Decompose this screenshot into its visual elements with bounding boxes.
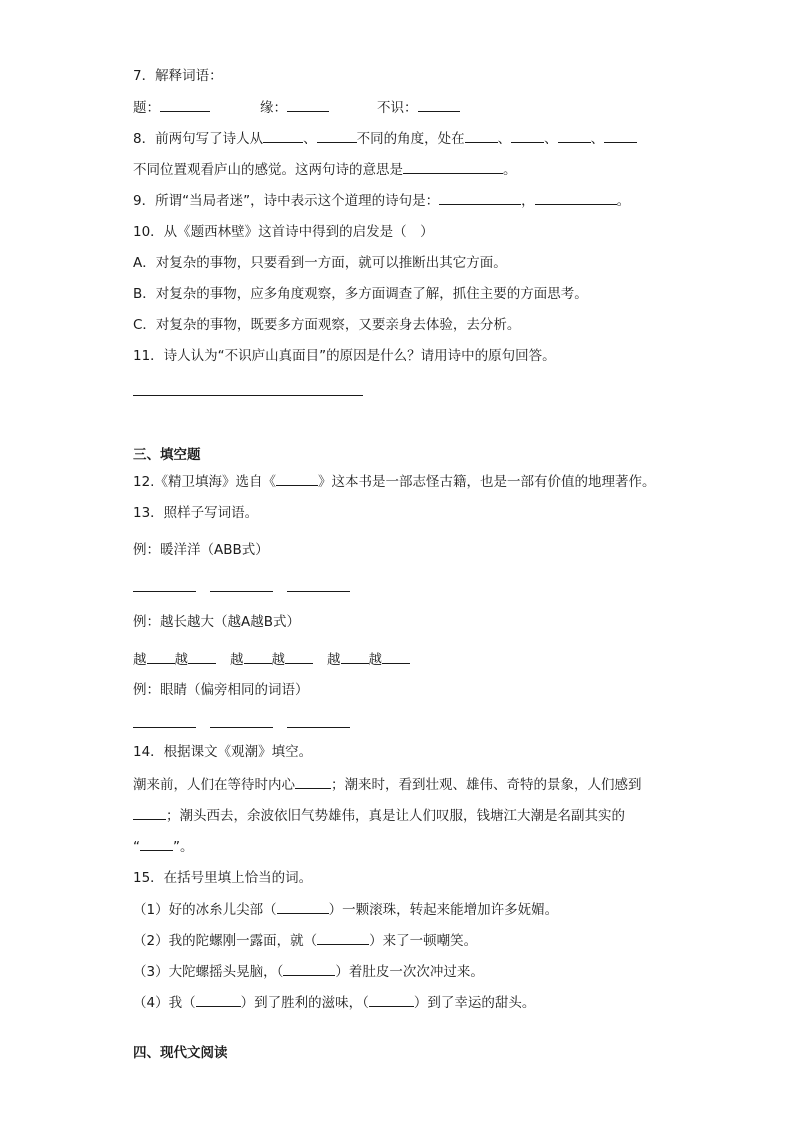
- q15-blank-4a[interactable]: [196, 992, 241, 1007]
- q13-yue-blank-2a[interactable]: [244, 649, 272, 664]
- q14-title: 14．根据课文《观潮》填空。: [133, 744, 313, 760]
- q15-blank-2[interactable]: [317, 930, 369, 945]
- q14-blank-2[interactable]: [133, 805, 166, 820]
- q12-line: 12.《精卫填海》选自《 》这本书是一部志怪古籍，也是一部有价值的地理著作。: [133, 471, 655, 492]
- section3-heading: 三、填空题: [133, 447, 201, 463]
- q13-radical-blank-1[interactable]: [133, 727, 196, 728]
- q15-blank-3[interactable]: [283, 961, 335, 976]
- q13-yue-blank-1b[interactable]: [188, 649, 216, 664]
- q8-blank-6[interactable]: [604, 128, 637, 143]
- q14-blank-3[interactable]: [140, 836, 173, 851]
- q8-blank-4[interactable]: [511, 128, 544, 143]
- q7-ti-blank[interactable]: [160, 97, 210, 112]
- q15-blank-4b[interactable]: [369, 992, 414, 1007]
- q15-sentence-1: （1）好的冰糸儿尖部（ ）一颗滚珠，转起来能增加许多妩媚。: [133, 899, 558, 920]
- q13-yue-blank-2b[interactable]: [285, 649, 313, 664]
- q9-line: 9．所谓“当局者迷”，诗中表示这个道理的诗句是： ， 。: [133, 190, 630, 211]
- q11-answer-line[interactable]: [133, 395, 363, 396]
- q13-example-1: 例：暖洋洋（ABB式）: [133, 542, 269, 558]
- q10-option-a[interactable]: A．对复杂的事物，只要看到一方面，就可以推断出其它方面。: [133, 255, 507, 271]
- q7-yuan-blank[interactable]: [287, 97, 329, 112]
- q13-example-3: 例：眼睛（偏旁相同的词语）: [133, 682, 309, 698]
- q9-blank-1[interactable]: [439, 190, 521, 205]
- q7-bushi-blank[interactable]: [418, 97, 460, 112]
- q13-title: 13．照样子写词语。: [133, 505, 259, 521]
- q13-yue-blank-3b[interactable]: [382, 649, 410, 664]
- q10-stem: 10．从《题西林壁》这首诗中得到的启发是（ ）: [133, 224, 434, 240]
- q9-blank-2[interactable]: [535, 190, 617, 205]
- q8-line2: 不同位置观看庐山的感觉。这两句诗的意思是 。: [133, 159, 517, 180]
- q13-radical-blank-2[interactable]: [210, 727, 273, 728]
- q15-sentence-3: （3）大陀螺摇头晃脑，（ ）着肚皮一次次冲过来。: [133, 961, 484, 982]
- q14-blank-1[interactable]: [295, 774, 331, 789]
- q8-blank-3[interactable]: [465, 128, 498, 143]
- q13-yue-row: 越 越 越 越 越 越: [133, 649, 410, 670]
- q8-meaning-blank[interactable]: [403, 159, 503, 174]
- q13-abb-blank-3[interactable]: [287, 591, 350, 592]
- q8-blank-5[interactable]: [558, 128, 591, 143]
- q13-example-2: 例：越长越大（越A越B式）: [133, 614, 300, 630]
- q15-title: 15．在括号里填上恰当的词。: [133, 870, 313, 886]
- q8-blank-1[interactable]: [263, 128, 303, 143]
- q13-yue-blank-1a[interactable]: [147, 649, 175, 664]
- q10-option-c[interactable]: C．对复杂的事物，既要多方面观察，又要亲身去体验，去分析。: [133, 317, 521, 333]
- q14-line1: 潮来前，人们在等待时内心 ；潮来时，看到壮观、雄伟、奇特的景象，人们感到: [133, 774, 642, 795]
- q15-sentence-4: （4）我（ ）到了胜利的滋味，（ ）到了幸运的甜头。: [133, 992, 535, 1013]
- section4-heading: 四、现代文阅读: [133, 1045, 228, 1061]
- q15-blank-1[interactable]: [277, 899, 329, 914]
- q8-blank-2[interactable]: [317, 128, 357, 143]
- q14-line3: “ ”。: [133, 836, 194, 857]
- q7-blanks: 题： 缘： 不识：: [133, 97, 460, 118]
- q13-yue-blank-3a[interactable]: [341, 649, 369, 664]
- q13-abb-blank-1[interactable]: [133, 591, 196, 592]
- q7-title: 7．解释词语：: [133, 68, 223, 84]
- q11-question: 11．诗人认为“不识庐山真面目”的原因是什么？请用诗中的原句回答。: [133, 348, 556, 364]
- q15-sentence-2: （2）我的陀螺刚一露面，就（ ）来了一顿嘲笑。: [133, 930, 477, 951]
- q14-line2: ；潮头西去，余波依旧气势雄伟，真是让人们叹服，钱塘江大潮是名副其实的: [133, 805, 625, 826]
- q10-option-b[interactable]: B．对复杂的事物，应多角度观察，多方面调查了解，抓住主要的方面思考。: [133, 286, 588, 302]
- q12-blank[interactable]: [276, 471, 318, 486]
- q8-line1: 8．前两句写了诗人从 、 不同的角度，处在 、 、 、: [133, 128, 637, 149]
- q13-abb-blank-2[interactable]: [210, 591, 273, 592]
- q13-radical-blank-3[interactable]: [287, 727, 350, 728]
